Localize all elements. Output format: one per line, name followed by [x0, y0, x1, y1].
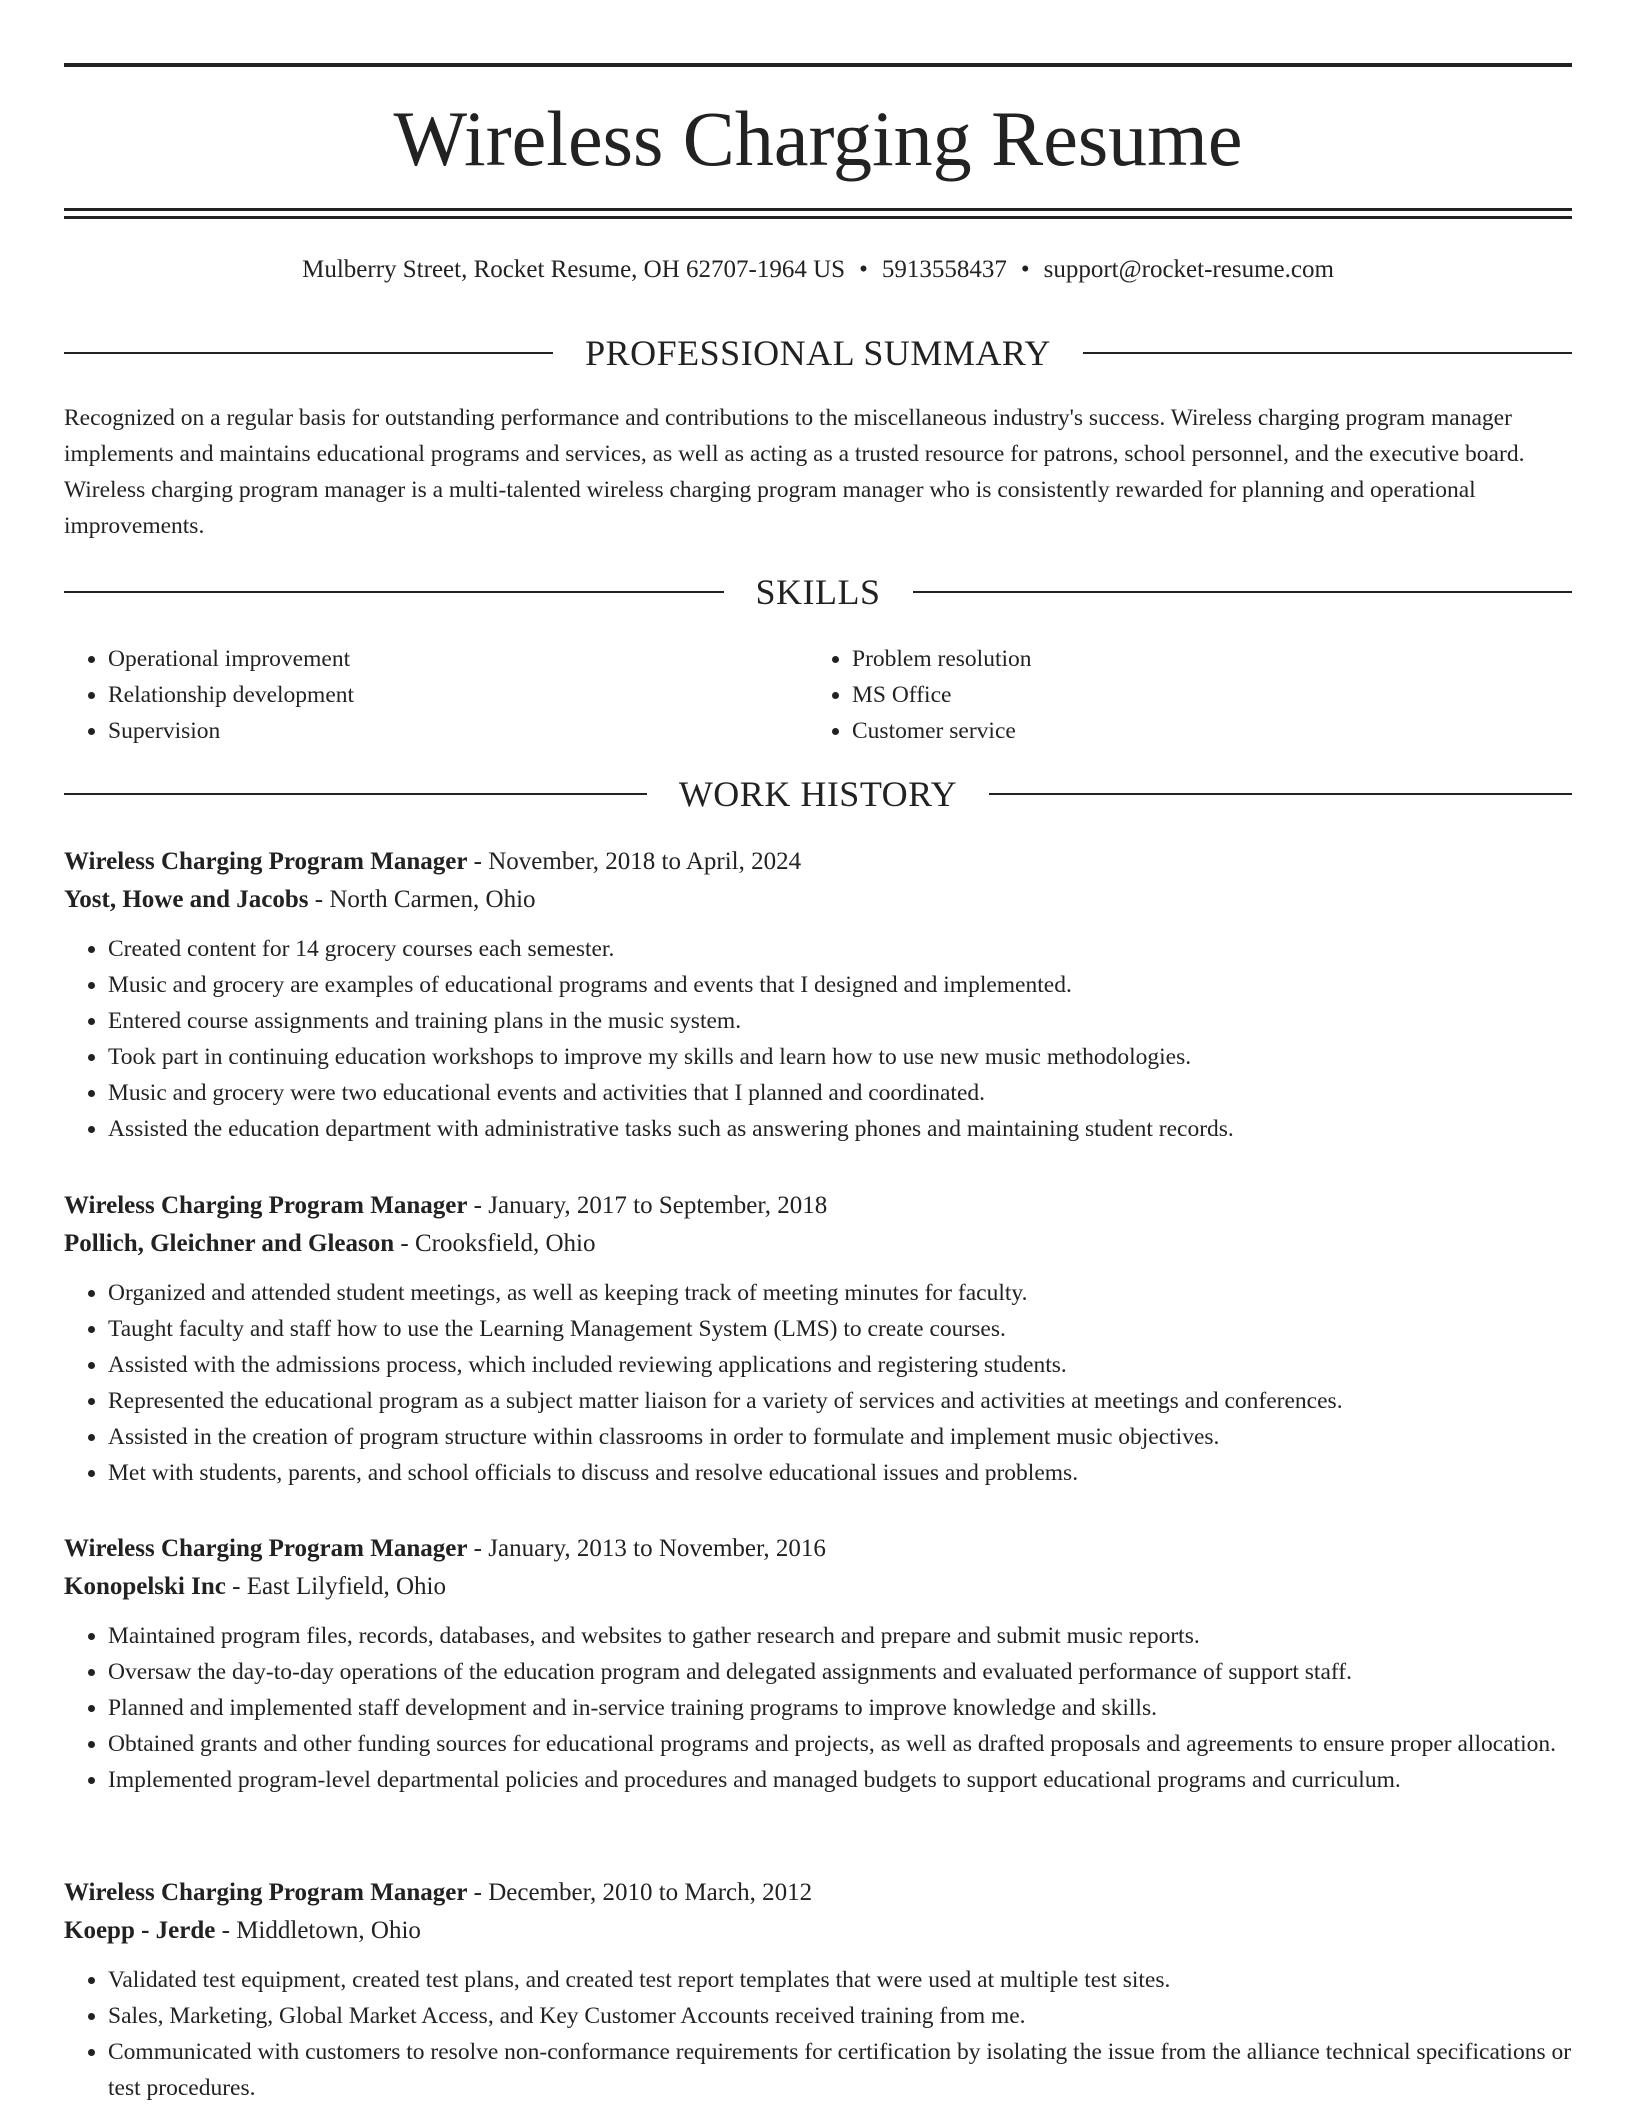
- dash: -: [467, 848, 489, 875]
- skill-item: • MS Office: [852, 677, 1552, 713]
- dash: -: [467, 1535, 489, 1562]
- job-dates: January, 2017 to September, 2018: [488, 1192, 828, 1219]
- title-rule-lower: [64, 216, 1572, 219]
- skill-item: • Supervision: [108, 713, 808, 749]
- section-title: WORK HISTORY: [678, 774, 958, 814]
- dash: -: [215, 1917, 237, 1944]
- heading-rule-right: [1083, 352, 1572, 354]
- section-title: SKILLS: [755, 572, 881, 612]
- dash: -: [394, 1230, 415, 1257]
- job-bullets: [64, 1618, 1572, 1798]
- job-bullet: • Music and grocery are examples of educational programs and events that I designed and implemented.: [108, 967, 1572, 1003]
- job-title: Wireless Charging Program Manager: [64, 1192, 468, 1219]
- job-bullet: • Organized and attended student meetings, as well as keeping track of meeting minutes for faculty.: [108, 1275, 1572, 1311]
- job-bullet: • Obtained grants and other funding sources for educational programs and projects, as well as drafted proposals and agreements to ensure proper allocation.: [108, 1726, 1572, 1762]
- skills-column-left: [64, 641, 808, 749]
- job-company: Pollich, Gleichner and Gleason: [64, 1230, 395, 1257]
- section-heading-work-history: [64, 772, 1572, 816]
- skill-item: • Relationship development: [108, 677, 808, 713]
- job-bullet: • Assisted in the creation of program structure within classrooms in order to formulate and implement music objectives.: [108, 1419, 1572, 1455]
- job-bullet: • Maintained program files, records, databases, and websites to gather research and prepare and submit music reports.: [108, 1618, 1572, 1654]
- job-bullet: • Assisted with the admissions process, which included reviewing applications and registering students.: [108, 1347, 1572, 1383]
- heading-rule-left: [64, 591, 724, 593]
- job-bullet: • Created content for 14 grocery courses each semester.: [108, 931, 1572, 967]
- dash: -: [467, 1879, 489, 1906]
- job-bullet: • Planned and implemented staff development and in-service training programs to improve knowledge and skills.: [108, 1690, 1572, 1726]
- job-bullet: • Implemented program-level departmental policies and procedures and managed budgets to support educational programs and curriculum.: [108, 1762, 1572, 1798]
- job-company-line: [64, 1568, 1572, 1606]
- job-bullet: • Represented the educational program as a subject matter liaison for a variety of services and activities at meetings and conferences.: [108, 1383, 1572, 1419]
- job-bullet: • Entered course assignments and training plans in the music system.: [108, 1003, 1572, 1039]
- job-company: Koepp - Jerde: [64, 1917, 216, 1944]
- heading-rule-right: [989, 793, 1572, 795]
- job-bullet: • Taught faculty and staff how to use the Learning Management System (LMS) to create courses.: [108, 1311, 1572, 1347]
- job-dates: January, 2013 to November, 2016: [488, 1535, 826, 1562]
- contact-address: Mulberry Street, Rocket Resume, OH 62707-1964 US: [302, 256, 846, 283]
- title-rule-upper: [64, 208, 1572, 211]
- job-dates: November, 2018 to April, 2024: [488, 848, 802, 875]
- skill-item: • Customer service: [852, 713, 1552, 749]
- job-title-line: [64, 1530, 1572, 1568]
- contact-email: support@rocket-resume.com: [1043, 256, 1334, 283]
- job-company-line: [64, 1912, 1572, 1950]
- job-title-line: [64, 1187, 1572, 1225]
- resume-title: Wireless Charging Resume: [393, 95, 1243, 182]
- heading-rule-right: [913, 591, 1573, 593]
- job-location: East Lilyfield, Ohio: [246, 1573, 446, 1600]
- job-location: Middletown, Ohio: [236, 1917, 421, 1944]
- heading-rule-left: [64, 352, 553, 354]
- job-entry: [64, 1187, 1572, 1491]
- job-company-line: [64, 1225, 1572, 1263]
- job-entry: [64, 843, 1572, 1147]
- job-title-line: [64, 1874, 1572, 1912]
- job-title: Wireless Charging Program Manager: [64, 1535, 468, 1562]
- contact-line: [64, 254, 1572, 286]
- job-dates: December, 2010 to March, 2012: [488, 1879, 813, 1906]
- contact-separator: •: [859, 256, 868, 283]
- top-rule: [64, 63, 1572, 67]
- heading-rule-left: [64, 793, 647, 795]
- section-heading-skills: [64, 570, 1572, 614]
- job-bullet: • Music and grocery were two educational events and activities that I planned and coordinated.: [108, 1075, 1572, 1111]
- job-bullet: • Sales, Marketing, Global Market Access, and Key Customer Accounts received training from me.: [108, 1998, 1572, 2034]
- skills-list: [64, 641, 1572, 749]
- contact-phone: 5913558437: [881, 256, 1007, 283]
- job-bullet: • Oversaw the day-to-day operations of the education program and delegated assignments and evaluated performance of support staff.: [108, 1654, 1572, 1690]
- job-entry: [64, 1874, 1572, 2106]
- job-entry: [64, 1530, 1572, 1798]
- job-bullet: • Met with students, parents, and school officials to discuss and resolve educational issues and problems.: [108, 1455, 1572, 1491]
- job-location: North Carmen, Ohio: [329, 886, 536, 913]
- dash: -: [308, 886, 330, 913]
- job-location: Crooksfield, Ohio: [414, 1230, 596, 1257]
- section-heading-summary: [64, 331, 1572, 375]
- job-title: Wireless Charging Program Manager: [64, 848, 468, 875]
- job-bullets: [64, 1275, 1572, 1491]
- job-bullet: • Took part in continuing education workshops to improve my skills and learn how to use new music methodologies.: [108, 1039, 1572, 1075]
- dash: -: [225, 1573, 247, 1600]
- job-bullets: [64, 1962, 1572, 2106]
- job-title: Wireless Charging Program Manager: [64, 1879, 468, 1906]
- job-bullet: • Assisted the education department with administrative tasks such as answering phones and maintaining student records.: [108, 1111, 1572, 1147]
- contact-separator: •: [1020, 256, 1030, 283]
- skills-column-right: [852, 641, 1552, 749]
- job-company: Yost, Howe and Jacobs: [64, 886, 309, 913]
- dash: -: [467, 1192, 489, 1219]
- job-title-line: [64, 843, 1572, 881]
- job-company-line: [64, 881, 1572, 919]
- summary-text: Recognized on a regular basis for outstanding performance and contributions to the miscellaneous industry's success. Wireless charging program manager implements and maintains educational programs and services, as well as acting as a trusted resource for patrons, school personnel, and the executive board. Wireless charging program manager is a multi-talented wireless charging program manager who is consistently rewarded for planning and operational improvements.: [64, 405, 1525, 539]
- job-bullet: • Validated test equipment, created test plans, and created test report templates that were used at multiple test sites.: [108, 1962, 1572, 1998]
- job-company: Konopelski Inc: [64, 1573, 226, 1600]
- section-title: PROFESSIONAL SUMMARY: [585, 333, 1051, 373]
- job-bullet: • Communicated with customers to resolve non-conformance requirements for certification by isolating the issue from the alliance technical specifications or test procedures.: [108, 2034, 1572, 2106]
- job-bullets: [64, 931, 1572, 1147]
- skill-item: • Operational improvement: [108, 641, 808, 677]
- skill-item: • Problem resolution: [852, 641, 1552, 677]
